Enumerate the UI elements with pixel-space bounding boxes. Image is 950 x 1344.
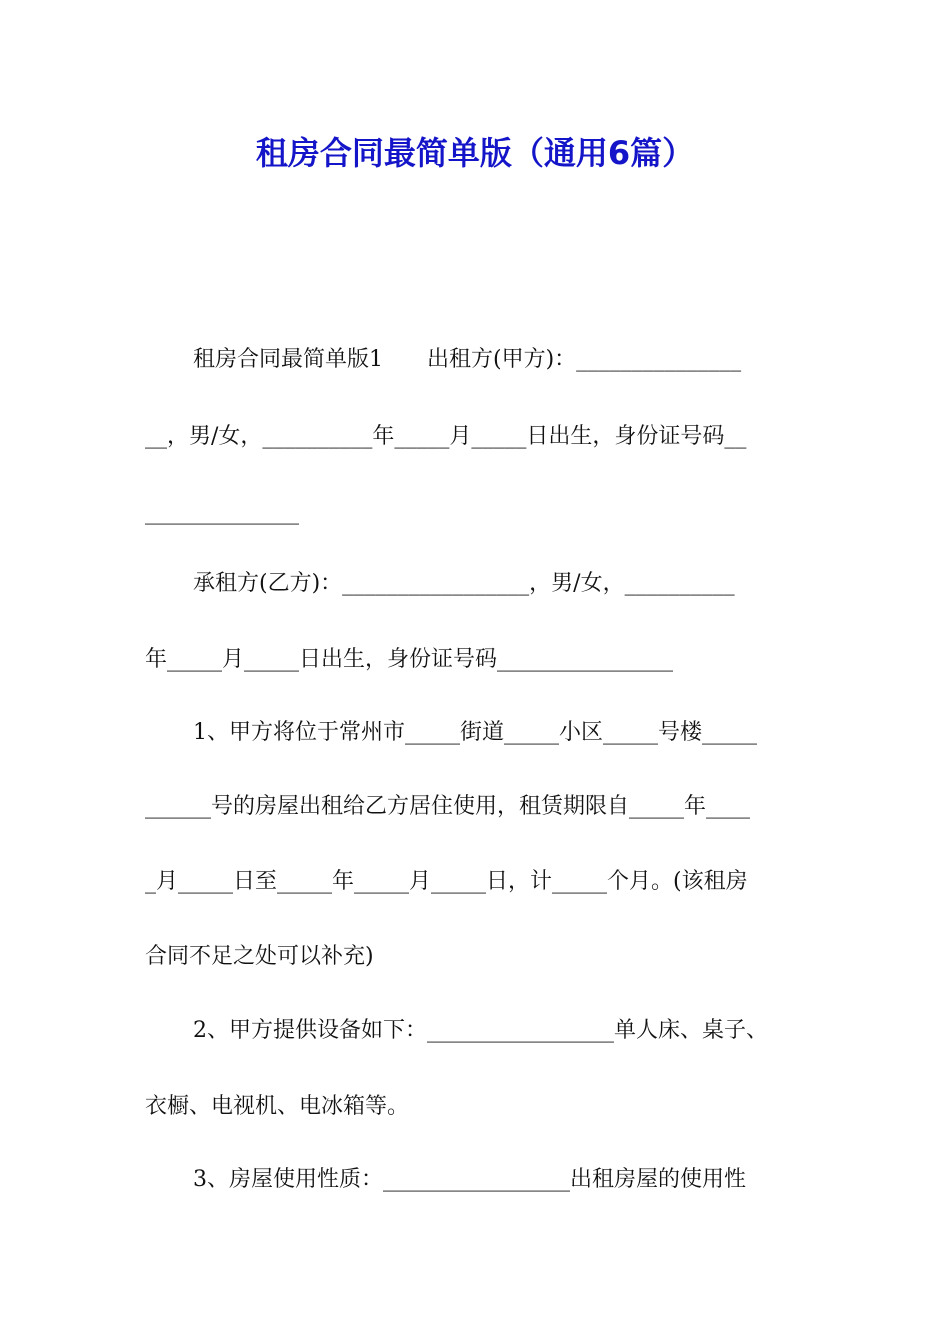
paragraph-line: 3、房屋使用性质：_________________出租房屋的使用性	[193, 1167, 746, 1192]
paragraph-line: __，男/女，__________年_____月_____日出生，身份证号码__	[145, 424, 747, 449]
paragraph-line: 年_____月_____日出生，身份证号码________________	[145, 647, 674, 672]
paragraph-line: 2、甲方提供设备如下：_________________单人床、桌子、	[193, 1018, 768, 1043]
document-title: 租房合同最简单版（通用6篇）	[255, 134, 695, 172]
paragraph-line: 衣橱、电视机、电冰箱等。	[145, 1094, 410, 1119]
paragraph-line: 租房合同最简单版1 出租方(甲方)：_______________	[193, 347, 742, 372]
paragraph-line: ______________	[145, 500, 299, 525]
paragraph-line: 承租方(乙方)：_________________，男/女，__________	[193, 571, 735, 596]
paragraph-line: ______号的房屋出租给乙方居住使用，租赁期限自_____年____	[145, 794, 751, 819]
paragraph-line: 1、甲方将位于常州市_____街道_____小区_____号楼_____	[193, 720, 757, 745]
paragraph-line: 合同不足之处可以补充)	[145, 944, 374, 969]
paragraph-line: _月_____日至_____年_____月_____日，计_____个月。(该租房	[145, 869, 748, 894]
